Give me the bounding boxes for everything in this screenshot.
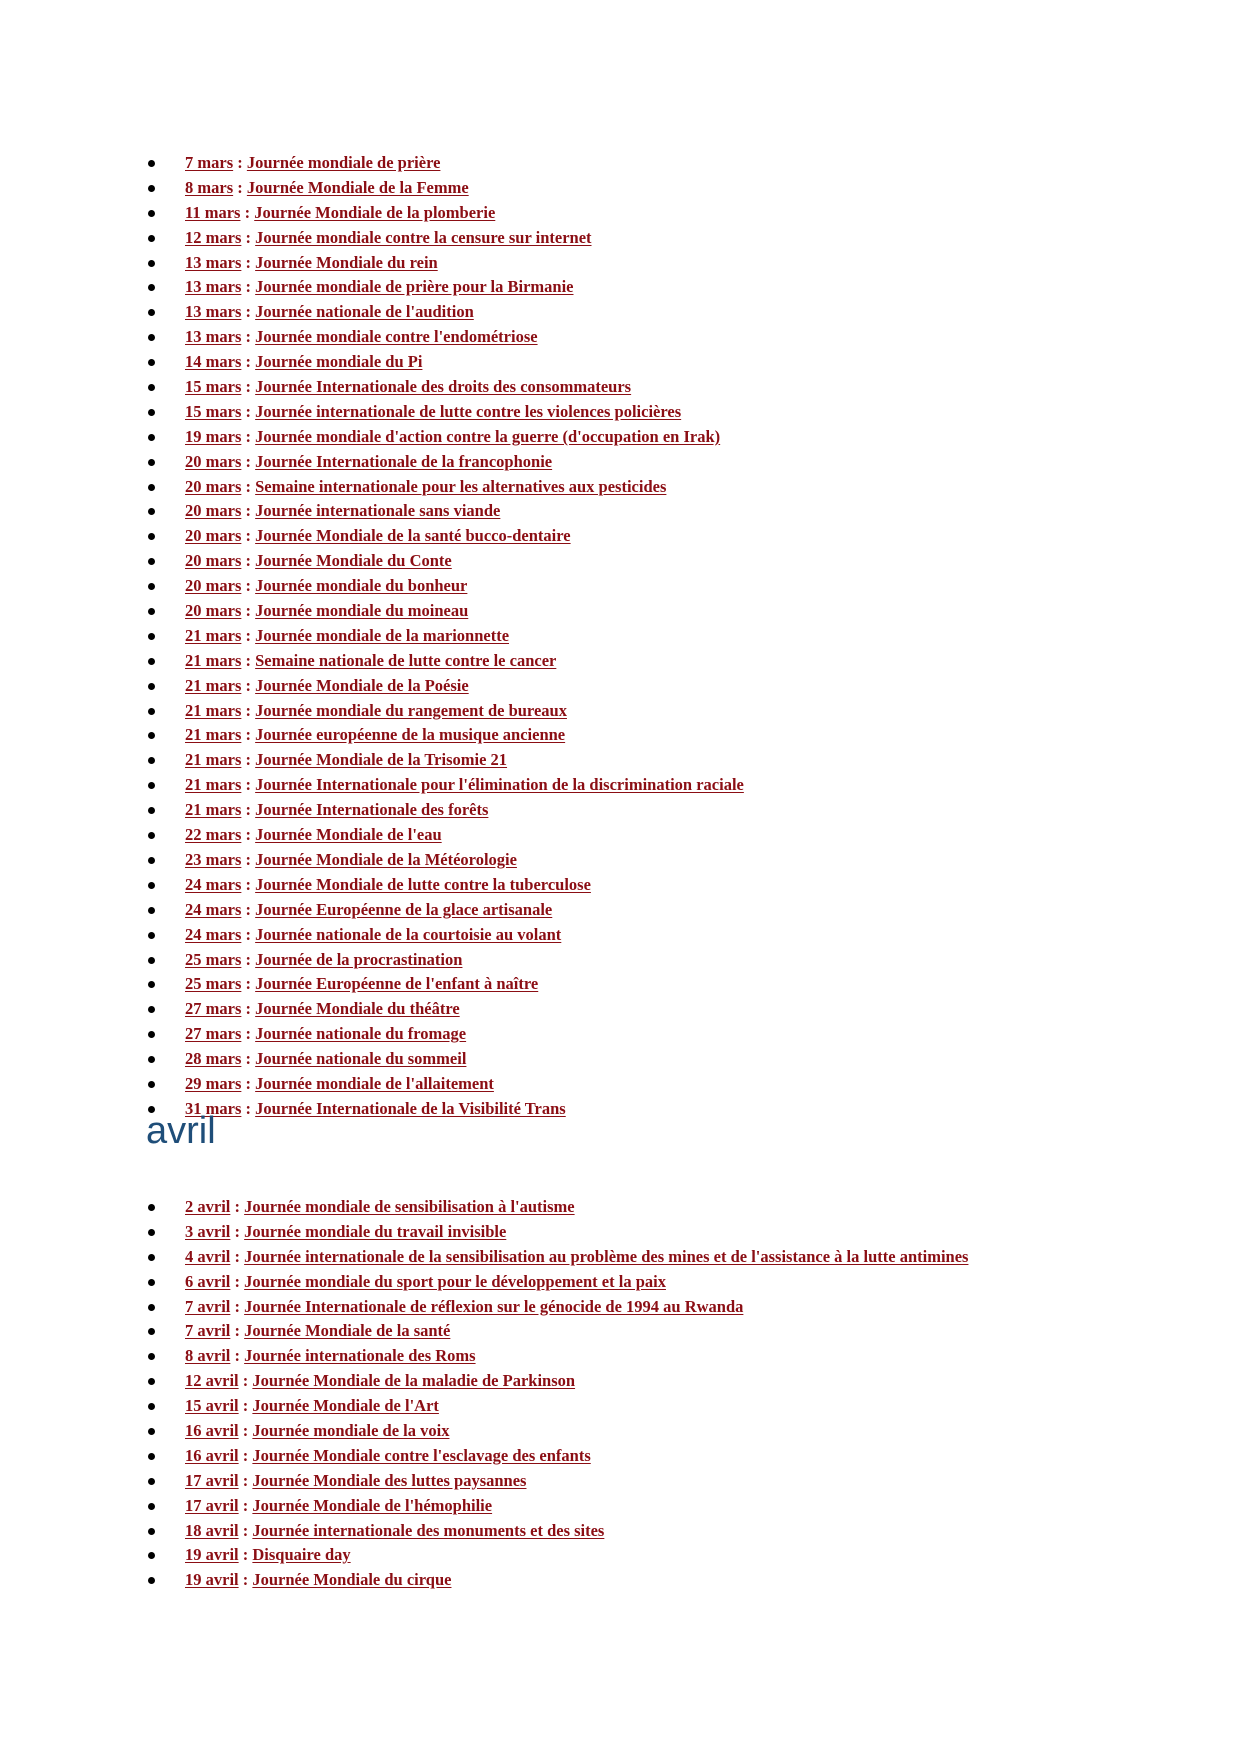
bullet-icon (148, 160, 155, 167)
event-link[interactable]: Journée mondiale du Pi (255, 352, 423, 372)
date-link[interactable]: 6 avril (185, 1271, 231, 1291)
event-link[interactable]: Journée Internationale des forêts (255, 800, 489, 820)
bullet-icon (148, 882, 155, 889)
separator: : (241, 526, 256, 546)
separator: : (241, 1098, 256, 1118)
separator: : (233, 153, 247, 172)
separator: : (241, 750, 256, 770)
list-item (148, 1568, 968, 1593)
bullet-icon (148, 235, 155, 242)
date-link[interactable]: 2 avril (185, 1197, 231, 1216)
bullet-icon (148, 1552, 155, 1559)
list-item (148, 748, 744, 773)
list-item (148, 549, 744, 574)
list-item (148, 723, 744, 748)
list-item (148, 624, 744, 649)
separator: : (241, 874, 256, 894)
date-link[interactable]: 28 mars (185, 1049, 242, 1069)
date-link[interactable]: 20 mars (185, 501, 242, 521)
bullet-icon (148, 608, 155, 615)
list-item (148, 475, 744, 500)
list-item (148, 1295, 968, 1320)
list-item (148, 1369, 968, 1394)
event-link[interactable]: Journée mondiale du travail invisible (244, 1221, 507, 1241)
list-item (148, 1543, 968, 1568)
bullet-icon (148, 434, 155, 441)
list-item (148, 1220, 968, 1245)
date-link[interactable]: 21 mars (185, 625, 242, 645)
event-link[interactable]: Journée internationale des monuments et des sites (252, 1520, 605, 1540)
bullet-icon (148, 1031, 155, 1038)
date-link[interactable]: 24 mars (185, 874, 242, 894)
event-link[interactable]: Journée Mondiale du rein (255, 252, 438, 272)
list-item (148, 599, 744, 624)
list-item (148, 674, 744, 699)
separator: : (241, 327, 256, 347)
separator: : (241, 227, 256, 247)
bullet-icon (148, 384, 155, 391)
date-link[interactable]: 21 mars (185, 800, 242, 820)
list-item (148, 375, 744, 400)
mars-list (148, 151, 744, 1122)
list-item (148, 400, 744, 425)
bullet-icon (148, 732, 155, 739)
event-link[interactable]: Journée Européenne de l'enfant à naître (255, 974, 539, 994)
event-link[interactable]: Journée Mondiale de la Trisomie 21 (255, 750, 508, 770)
bullet-icon (148, 1353, 155, 1360)
date-link[interactable]: 8 avril (185, 1346, 231, 1366)
separator: : (241, 401, 256, 421)
date-link[interactable]: 18 avril (185, 1520, 239, 1540)
date-link[interactable]: 21 mars (185, 650, 242, 670)
date-link[interactable]: 20 mars (185, 601, 242, 621)
event-link[interactable]: Journée Mondiale de l'Art (252, 1396, 439, 1416)
list-item (148, 773, 744, 798)
bullet-icon (148, 309, 155, 316)
date-link[interactable]: 15 mars (185, 401, 242, 421)
date-link[interactable]: 29 mars (185, 1073, 242, 1093)
bullet-icon (148, 1503, 155, 1510)
bullet-icon (148, 1081, 155, 1088)
list-item (148, 450, 744, 475)
event-link[interactable]: Journée mondiale de sensibilisation à l'autisme (244, 1197, 575, 1216)
event-link[interactable]: Journée Internationale de la Visibilité Trans (255, 1098, 566, 1118)
section-heading-avril: avril (146, 1110, 216, 1152)
event-link[interactable]: Journée Internationale des droits des consommateurs (255, 377, 632, 397)
list-item (148, 699, 744, 724)
bullet-icon (148, 210, 155, 217)
date-link[interactable]: 12 mars (185, 227, 242, 247)
bullet-icon (148, 1254, 155, 1261)
separator: : (241, 949, 256, 969)
bullet-icon (148, 1204, 155, 1211)
date-link[interactable]: 21 mars (185, 775, 242, 795)
event-link[interactable]: Disquaire day (252, 1545, 351, 1565)
list-item (148, 275, 744, 300)
bullet-icon (148, 1478, 155, 1485)
date-link[interactable]: 17 avril (185, 1470, 239, 1490)
list-item (148, 300, 744, 325)
list-item (148, 201, 744, 226)
date-link[interactable]: 20 mars (185, 551, 242, 571)
list-item (148, 1195, 968, 1220)
list-item (148, 898, 744, 923)
bullet-icon (148, 558, 155, 565)
date-link[interactable]: 27 mars (185, 999, 242, 1019)
bullet-icon (148, 708, 155, 715)
event-link[interactable]: Journée Internationale pour l'élimination de la discrimination raciale (255, 775, 744, 795)
date-link[interactable]: 25 mars (185, 974, 242, 994)
bullet-icon (148, 683, 155, 690)
date-link[interactable]: 7 mars (185, 153, 234, 172)
date-link[interactable]: 19 avril (185, 1545, 239, 1565)
date-link[interactable]: 7 avril (185, 1296, 231, 1316)
list-item (148, 524, 744, 549)
date-link[interactable]: 23 mars (185, 849, 242, 869)
list-item (148, 1494, 968, 1519)
separator: : (241, 849, 256, 869)
bullet-icon (148, 932, 155, 939)
separator: : (230, 1246, 245, 1266)
list-item (148, 823, 744, 848)
separator: : (241, 1024, 256, 1044)
event-link[interactable]: Journée mondiale de la voix (252, 1421, 450, 1441)
event-link[interactable]: Journée internationale de lutte contre les violences policières (255, 401, 682, 421)
separator: : (241, 426, 256, 446)
date-link[interactable]: 12 avril (185, 1371, 239, 1391)
bullet-icon (148, 284, 155, 291)
bullet-icon (148, 359, 155, 366)
separator: : (241, 501, 256, 521)
list-item (148, 997, 744, 1022)
bullet-icon (148, 185, 155, 192)
list-item (148, 1072, 744, 1097)
bullet-icon (148, 1378, 155, 1385)
bullet-icon (148, 1229, 155, 1236)
event-link[interactable]: Journée nationale du sommeil (255, 1049, 467, 1069)
date-link[interactable]: 20 mars (185, 576, 242, 596)
list-item (148, 251, 744, 276)
event-link[interactable]: Journée Mondiale de lutte contre la tuberculose (255, 874, 591, 894)
separator: : (238, 1495, 253, 1515)
event-link[interactable]: Journée européenne de la musique ancienne (255, 725, 566, 745)
list-item (148, 649, 744, 674)
event-link[interactable]: Journée Mondiale de la Femme (246, 177, 469, 197)
date-link[interactable]: 4 avril (185, 1246, 231, 1266)
event-link[interactable]: Journée mondiale d'action contre la guerre (d'occupation en Irak) (255, 426, 721, 446)
event-link[interactable]: Journée mondiale du moineau (255, 601, 469, 621)
separator: : (241, 725, 256, 745)
list-item (148, 798, 744, 823)
list-item (148, 176, 744, 201)
list-item (148, 425, 744, 450)
separator: : (241, 800, 256, 820)
separator: : (230, 1221, 245, 1241)
date-link[interactable]: 25 mars (185, 949, 242, 969)
event-link[interactable]: Journée Mondiale du Conte (255, 551, 452, 571)
separator: : (241, 551, 256, 571)
date-link[interactable]: 27 mars (185, 1024, 242, 1044)
event-link[interactable]: Journée mondiale de prière pour la Birmanie (255, 277, 574, 297)
event-link[interactable]: Journée mondiale du sport pour le développement et la paix (244, 1271, 666, 1291)
date-link[interactable]: 19 mars (185, 426, 242, 446)
separator: : (238, 1421, 253, 1441)
separator: : (238, 1570, 253, 1590)
event-link[interactable]: Journée Mondiale de l'eau (255, 825, 442, 845)
list-item (148, 1444, 968, 1469)
date-link[interactable]: 24 mars (185, 899, 242, 919)
date-link[interactable]: 19 avril (185, 1570, 239, 1590)
bullet-icon (148, 260, 155, 267)
separator: : (241, 700, 256, 720)
separator: : (241, 625, 256, 645)
date-link[interactable]: 11 mars (185, 202, 241, 222)
date-link[interactable]: 13 mars (185, 302, 242, 322)
list-item (148, 350, 744, 375)
list-item (148, 848, 744, 873)
list-item (148, 151, 744, 176)
list-item (148, 1245, 968, 1270)
separator: : (238, 1520, 253, 1540)
separator: : (230, 1197, 245, 1216)
event-link[interactable]: Journée Mondiale de la plomberie (254, 202, 496, 222)
event-link[interactable]: Semaine internationale pour les alternatives aux pesticides (255, 476, 667, 496)
bullet-icon (148, 1577, 155, 1584)
date-link[interactable]: 7 avril (185, 1321, 231, 1341)
separator: : (241, 1049, 256, 1069)
list-item (148, 873, 744, 898)
event-link[interactable]: Journée mondiale de prière (246, 153, 441, 172)
list-item (148, 1344, 968, 1369)
list-item (148, 499, 744, 524)
bullet-icon (148, 334, 155, 341)
bullet-icon (148, 1428, 155, 1435)
bullet-icon (148, 583, 155, 590)
bullet-icon (148, 1453, 155, 1460)
list-item (148, 574, 744, 599)
separator: : (241, 601, 256, 621)
event-link[interactable]: Journée internationale sans viande (255, 501, 501, 521)
bullet-icon (148, 1528, 155, 1535)
date-link[interactable]: 22 mars (185, 825, 242, 845)
bullet-icon (148, 633, 155, 640)
bullet-icon (148, 508, 155, 515)
bullet-icon (148, 658, 155, 665)
separator: : (241, 675, 256, 695)
separator: : (241, 775, 256, 795)
bullet-icon (148, 484, 155, 491)
separator: : (230, 1346, 245, 1366)
bullet-icon (148, 1328, 155, 1335)
event-link[interactable]: Journée Mondiale des luttes paysannes (252, 1470, 527, 1490)
bullet-icon (148, 782, 155, 789)
date-link[interactable]: 13 mars (185, 327, 242, 347)
list-item (148, 1519, 968, 1544)
date-link[interactable]: 24 mars (185, 924, 242, 944)
date-link[interactable]: 20 mars (185, 451, 242, 471)
date-link[interactable]: 8 mars (185, 177, 234, 197)
bullet-icon (148, 832, 155, 839)
date-link[interactable]: 31 mars (185, 1098, 242, 1118)
bullet-icon (148, 907, 155, 914)
date-link[interactable]: 20 mars (185, 476, 242, 496)
separator: : (241, 576, 256, 596)
event-link[interactable]: Journée Mondiale de la Météorologie (255, 849, 517, 869)
event-link[interactable]: Journée internationale de la sensibilisation au problème des mines et de l'assistance à la lutte antimines (244, 1246, 969, 1266)
list-item (148, 1022, 744, 1047)
separator: : (241, 476, 256, 496)
separator: : (238, 1470, 253, 1490)
event-link[interactable]: Journée mondiale du bonheur (255, 576, 468, 596)
list-item (148, 325, 744, 350)
separator: : (238, 1545, 253, 1565)
separator: : (238, 1371, 253, 1391)
list-item (148, 1047, 744, 1072)
separator: : (241, 451, 256, 471)
list-item (148, 1419, 968, 1444)
separator: : (241, 974, 256, 994)
event-link[interactable]: Semaine nationale de lutte contre le cancer (255, 650, 557, 670)
separator: : (240, 202, 255, 222)
event-link[interactable]: Journée nationale de l'audition (255, 302, 474, 322)
date-link[interactable]: 13 mars (185, 277, 242, 297)
bullet-icon (148, 957, 155, 964)
event-link[interactable]: Journée Internationale de la francophonie (255, 451, 553, 471)
bullet-icon (148, 1056, 155, 1063)
separator: : (233, 177, 247, 197)
event-link[interactable]: Journée Européenne de la glace artisanale (255, 899, 553, 919)
event-link[interactable]: Journée Mondiale de la Poésie (255, 675, 469, 695)
bullet-icon (148, 409, 155, 416)
event-link[interactable]: Journée Mondiale du cirque (252, 1570, 452, 1590)
list-item (148, 1469, 968, 1494)
list-item (148, 972, 744, 997)
event-link[interactable]: Journée mondiale contre la censure sur internet (255, 227, 592, 247)
bullet-icon (148, 1006, 155, 1013)
separator: : (238, 1445, 253, 1465)
event-link[interactable]: Journée Mondiale contre l'esclavage des enfants (252, 1445, 591, 1465)
list-item (148, 1394, 968, 1419)
event-link[interactable]: Journée Mondiale de la maladie de Parkinson (252, 1371, 576, 1391)
list-item (148, 226, 744, 251)
separator: : (241, 252, 256, 272)
bullet-icon (148, 757, 155, 764)
date-link[interactable]: 21 mars (185, 700, 242, 720)
event-link[interactable]: Journée nationale de la courtoisie au volant (255, 924, 562, 944)
event-link[interactable]: Journée Mondiale de la santé (244, 1321, 451, 1341)
date-link[interactable]: 3 avril (185, 1221, 231, 1241)
bullet-icon (148, 533, 155, 540)
event-link[interactable]: Journée Mondiale de l'hémophilie (252, 1495, 493, 1515)
bullet-icon (148, 459, 155, 466)
date-link[interactable]: 15 mars (185, 377, 242, 397)
date-link[interactable]: 21 mars (185, 675, 242, 695)
bullet-icon (148, 807, 155, 814)
event-link[interactable]: Journée mondiale du rangement de bureaux (255, 700, 567, 720)
date-link[interactable]: 16 avril (185, 1421, 239, 1441)
separator: : (241, 1073, 256, 1093)
separator: : (241, 277, 256, 297)
bullet-icon (148, 857, 155, 864)
bullet-icon (148, 1403, 155, 1410)
separator: : (230, 1321, 245, 1341)
event-link[interactable]: Journée de la procrastination (255, 949, 463, 969)
separator: : (241, 302, 256, 322)
event-link[interactable]: Journée Internationale de réflexion sur le génocide de 1994 au Rwanda (244, 1296, 744, 1316)
avril-list (148, 1195, 968, 1593)
event-link[interactable]: Journée mondiale contre l'endométriose (255, 327, 538, 347)
date-link[interactable]: 20 mars (185, 526, 242, 546)
list-item (148, 923, 744, 948)
separator: : (238, 1396, 253, 1416)
separator: : (241, 825, 256, 845)
separator: : (241, 899, 256, 919)
separator: : (241, 377, 256, 397)
event-link[interactable]: Journée internationale des Roms (244, 1346, 476, 1366)
separator: : (230, 1271, 245, 1291)
list-item (148, 1097, 744, 1122)
date-link[interactable]: 21 mars (185, 750, 242, 770)
separator: : (241, 999, 256, 1019)
list-item (148, 1270, 968, 1295)
separator: : (241, 924, 256, 944)
list-item (148, 948, 744, 973)
date-link[interactable]: 14 mars (185, 352, 242, 372)
date-link[interactable]: 16 avril (185, 1445, 239, 1465)
list-item (148, 1319, 968, 1344)
separator: : (230, 1296, 245, 1316)
separator: : (241, 352, 256, 372)
date-link[interactable]: 17 avril (185, 1495, 239, 1515)
date-link[interactable]: 13 mars (185, 252, 242, 272)
date-link[interactable]: 21 mars (185, 725, 242, 745)
date-link[interactable]: 15 avril (185, 1396, 239, 1416)
event-link[interactable]: Journée Mondiale de la santé bucco-dentaire (255, 526, 571, 546)
event-link[interactable]: Journée mondiale de la marionnette (255, 625, 510, 645)
event-link[interactable]: Journée mondiale de l'allaitement (255, 1073, 494, 1093)
bullet-icon (148, 981, 155, 988)
event-link[interactable]: Journée nationale du fromage (255, 1024, 467, 1044)
separator: : (241, 650, 256, 670)
bullet-icon (148, 1304, 155, 1311)
event-link[interactable]: Journée Mondiale du théâtre (255, 999, 460, 1019)
bullet-icon (148, 1279, 155, 1286)
